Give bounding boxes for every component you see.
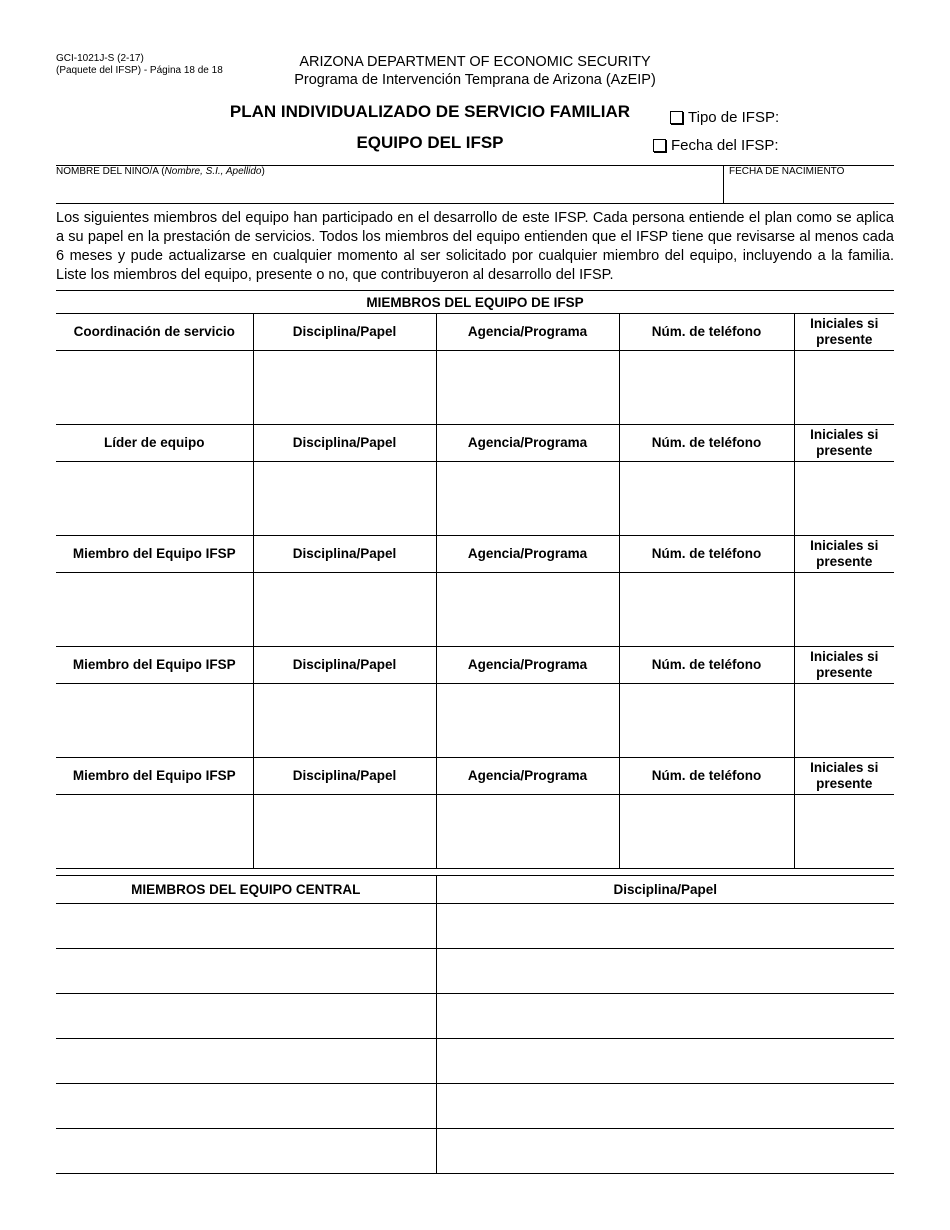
agency-header: Agencia/Programa (436, 425, 619, 462)
table-row (56, 351, 894, 425)
initials-header: Iniciales si presente (794, 758, 894, 795)
discipline-header: Disciplina/Papel (253, 425, 436, 462)
initials-cell[interactable] (794, 684, 894, 758)
initials-header: Iniciales si presente (794, 647, 894, 684)
table-row (56, 904, 894, 949)
central-header-row (56, 876, 894, 904)
phone-cell[interactable] (619, 684, 794, 758)
table-row (56, 795, 894, 869)
birth-date-field[interactable] (729, 166, 844, 177)
table-row (56, 684, 894, 758)
initials-cell[interactable] (794, 462, 894, 536)
initials-cell[interactable] (794, 351, 894, 425)
fecha-ifsp-label: Fecha del IFSP: (671, 137, 779, 154)
role-header: Coordinación de servicio (56, 314, 253, 351)
central-members-header: MIEMBROS DEL EQUIPO CENTRAL (56, 876, 436, 904)
phone-cell[interactable] (619, 462, 794, 536)
table-row (56, 573, 894, 647)
phone-header: Núm. de teléfono (619, 536, 794, 573)
agency-header: Agencia/Programa (436, 758, 619, 795)
agency-header: Agencia/Programa (436, 647, 619, 684)
central-discipline-cell[interactable] (436, 1039, 894, 1084)
phone-cell[interactable] (619, 573, 794, 647)
initials-header: Iniciales si presente (794, 314, 894, 351)
initials-cell[interactable] (794, 795, 894, 869)
discipline-header: Disciplina/Papel (253, 314, 436, 351)
phone-header: Núm. de teléfono (619, 314, 794, 351)
role-cell[interactable] (56, 351, 253, 425)
agency-header: Agencia/Programa (436, 314, 619, 351)
team-header-row (56, 425, 894, 462)
discipline-cell[interactable] (253, 795, 436, 869)
discipline-header: Disciplina/Papel (253, 647, 436, 684)
role-cell[interactable] (56, 573, 253, 647)
central-discipline-header: Disciplina/Papel (436, 876, 894, 904)
initials-cell[interactable] (794, 573, 894, 647)
table-row (56, 1039, 894, 1084)
child-name-hint: Nombre, S.I., Apellido (164, 166, 262, 177)
agency-cell[interactable] (436, 573, 619, 647)
central-member-cell[interactable] (56, 1084, 436, 1129)
tipo-ifsp-option[interactable] (670, 109, 779, 126)
divider (723, 165, 724, 203)
phone-header: Núm. de teléfono (619, 758, 794, 795)
phone-cell[interactable] (619, 351, 794, 425)
discipline-header: Disciplina/Papel (253, 536, 436, 573)
discipline-cell[interactable] (253, 351, 436, 425)
agency-block (240, 53, 710, 89)
discipline-cell[interactable] (253, 684, 436, 758)
table-row (56, 994, 894, 1039)
role-cell[interactable] (56, 684, 253, 758)
central-member-cell[interactable] (56, 994, 436, 1039)
agency-cell[interactable] (436, 462, 619, 536)
central-discipline-cell[interactable] (436, 1129, 894, 1174)
central-discipline-cell[interactable] (436, 1084, 894, 1129)
program-name: Programa de Intervención Temprana de Arizona (AzEIP) (294, 72, 656, 88)
initials-header: Iniciales si presente (794, 425, 894, 462)
team-header-row (56, 314, 894, 351)
central-member-cell[interactable] (56, 1039, 436, 1084)
central-member-cell[interactable] (56, 904, 436, 949)
team-header-row (56, 647, 894, 684)
role-cell[interactable] (56, 462, 253, 536)
form-id: GCI-1021J-S (2-17) (56, 53, 144, 64)
central-discipline-cell[interactable] (436, 994, 894, 1039)
agency-name: ARIZONA DEPARTMENT OF ECONOMIC SECURITY (299, 54, 651, 70)
role-cell[interactable] (56, 795, 253, 869)
agency-cell[interactable] (436, 684, 619, 758)
agency-cell[interactable] (436, 795, 619, 869)
table-row (56, 1129, 894, 1174)
central-discipline-cell[interactable] (436, 949, 894, 994)
role-header: Miembro del Equipo IFSP (56, 758, 253, 795)
agency-cell[interactable] (436, 351, 619, 425)
form-title: PLAN INDIVIDUALIZADO DE SERVICIO FAMILIAR (229, 102, 631, 121)
child-name-label-close: ) (261, 166, 265, 177)
tipo-ifsp-label: Tipo de IFSP: (688, 109, 780, 126)
divider (56, 203, 894, 204)
fecha-ifsp-option[interactable] (653, 137, 779, 154)
table-row (56, 949, 894, 994)
team-table-title: MIEMBROS DEL EQUIPO DE IFSP (56, 291, 894, 314)
discipline-cell[interactable] (253, 573, 436, 647)
team-header-row (56, 536, 894, 573)
table-row (56, 1084, 894, 1129)
phone-header: Núm. de teléfono (619, 425, 794, 462)
central-discipline-cell[interactable] (436, 904, 894, 949)
birth-date-label: FECHA DE NACIMIENTO (729, 166, 845, 177)
phone-header: Núm. de teléfono (619, 647, 794, 684)
child-name-field[interactable] (56, 166, 265, 177)
discipline-header: Disciplina/Papel (253, 758, 436, 795)
intro-paragraph: Los siguientes miembros del equipo han participado en el desarrollo de este IFSP. Cada persona entiende el plan como se aplica a su papel en la prestación de servicios. Todos los miembros del equipo entienden que el IFSP tiene que revisarse al menos cada 6 meses y pude actualizarse en cualquier momento al ser solicitado por cualquier miembro del equipo, incluyendo a la familia. Liste los miembros del equipo, presente o no, que contribuyeron al desarrollo del IFSP. (56, 210, 894, 283)
role-header: Miembro del Equipo IFSP (56, 647, 253, 684)
child-name-label: NOMBRE DEL NIÑO/A ( (56, 166, 165, 177)
tipo-ifsp-checkbox[interactable] (670, 111, 683, 124)
team-header-row (56, 758, 894, 795)
agency-header: Agencia/Programa (436, 536, 619, 573)
role-header: Miembro del Equipo IFSP (56, 536, 253, 573)
phone-cell[interactable] (619, 795, 794, 869)
form-subtitle: EQUIPO DEL IFSP (356, 133, 504, 152)
fecha-ifsp-checkbox[interactable] (653, 139, 666, 152)
discipline-cell[interactable] (253, 462, 436, 536)
form-page: (Paquete del IFSP) - Página 18 de 18 (56, 65, 223, 76)
team-members-table (56, 290, 894, 869)
form-id-block (56, 53, 223, 77)
central-member-cell[interactable] (56, 949, 436, 994)
central-member-cell[interactable] (56, 1129, 436, 1174)
table-row (56, 462, 894, 536)
initials-header: Iniciales si presente (794, 536, 894, 573)
role-header: Líder de equipo (56, 425, 253, 462)
central-team-table (56, 875, 894, 1174)
